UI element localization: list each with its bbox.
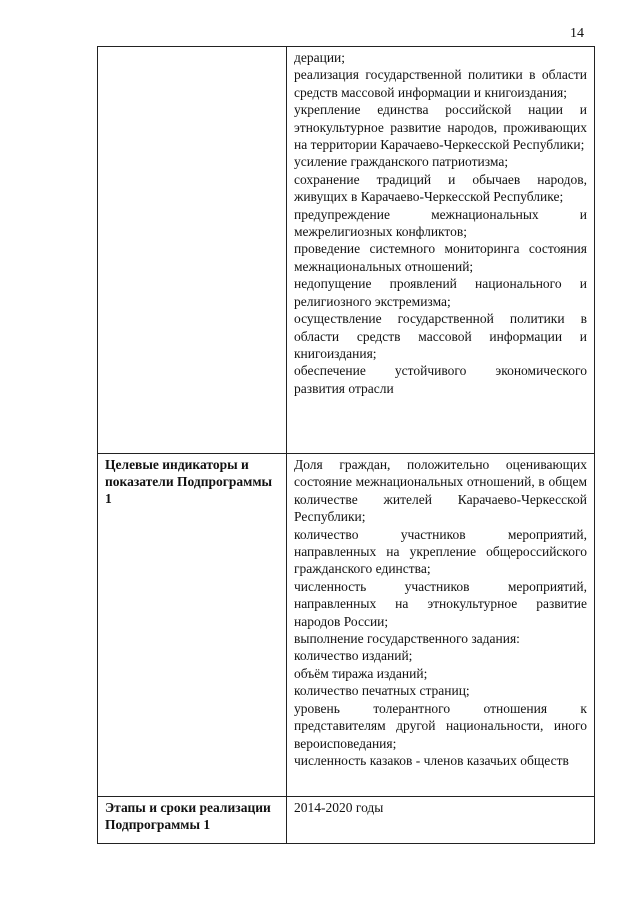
- list-item: выполнение государственного задания:: [294, 631, 520, 647]
- row-content-cell: [287, 47, 595, 454]
- program-passport-table: [97, 46, 595, 844]
- page-number: 14: [570, 26, 584, 41]
- row-heading-cell: [98, 454, 287, 797]
- list-item: осуществление государственной политики в области средств массовой информации и книгоиздания;: [294, 311, 587, 361]
- row-heading: Целевые индикаторы и показатели Подпрограммы 1: [105, 457, 273, 506]
- list-item: 2014-2020 годы: [294, 800, 384, 815]
- list-item: количество изданий;: [294, 648, 413, 664]
- row-heading-cell: [98, 47, 287, 454]
- table-row: [98, 454, 595, 797]
- list-item: количество печатных страниц;: [294, 683, 470, 699]
- row-content-cell: [287, 454, 595, 797]
- list-item: обеспечение устойчивого экономического развития отрасли: [294, 363, 587, 396]
- list-item: Доля граждан, положительно оценивающих состояние межнациональных отношений, в общем количестве жителей Карачаево-Черкесской Республики;: [294, 457, 587, 525]
- list-item: уровень толерантного отношения к представителям другой национальности, иного вероисповедания;: [294, 700, 587, 751]
- table-row: [98, 797, 595, 844]
- list-item: численность участников мероприятий, направленных на этнокультурное развитие народов России;: [294, 578, 587, 629]
- list-item: реализация государственной политики в области средств массовой информации и книгоиздания;: [294, 67, 587, 100]
- list-item: дерации;: [294, 50, 346, 65]
- list-item: усиление гражданского патриотизма;: [294, 154, 509, 170]
- list-item: сохранение традиций и обычаев народов, живущих в Карачаево-Черкесской Республике;: [294, 171, 587, 205]
- list-item: недопущение проявлений национального и религиозного экстремизма;: [294, 276, 587, 309]
- list-item: количество участников мероприятий, направленных на укрепление общероссийского гражданского единства;: [294, 526, 587, 577]
- table-row: [98, 47, 595, 454]
- list-item: проведение системного мониторинга состояния межнациональных отношений;: [294, 241, 587, 274]
- list-item: объём тиража изданий;: [294, 665, 428, 681]
- row-content-cell: [287, 797, 595, 844]
- row-heading-cell: [98, 797, 287, 844]
- list-item: численность казаков - членов казачьих обществ: [294, 752, 569, 768]
- list-item: укрепление единства российской нации и этнокультурное развитие народов, проживающих на территории Карачаево-Черкесской Республики;: [294, 102, 587, 153]
- list-item: предупреждение межнациональных и межрелигиозных конфликтов;: [294, 206, 587, 240]
- row-heading: Этапы и сроки реализации Подпрограммы 1: [105, 800, 271, 832]
